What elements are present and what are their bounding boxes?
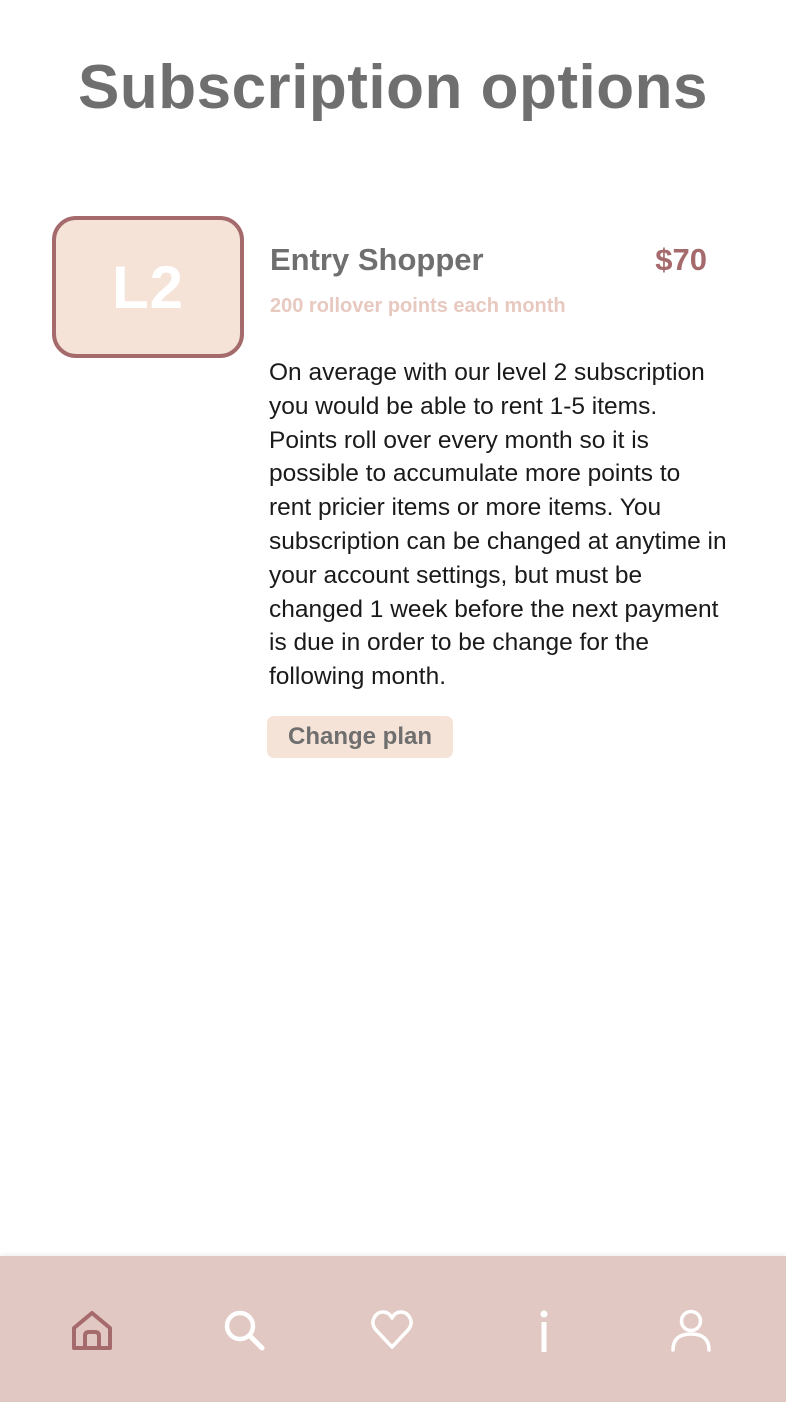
plan-subtitle: 200 rollover points each month: [270, 295, 566, 317]
nav-search[interactable]: [212, 1298, 276, 1362]
profile-icon: [669, 1308, 713, 1352]
heart-icon: [370, 1308, 414, 1352]
plan-name: Entry Shopper: [270, 242, 484, 277]
nav-favorites[interactable]: [360, 1298, 424, 1362]
page-title: Subscription options: [78, 53, 708, 122]
nav-home[interactable]: [60, 1298, 124, 1362]
info-icon: [522, 1305, 566, 1355]
change-plan-button[interactable]: Change plan: [267, 716, 453, 758]
search-icon: [222, 1308, 266, 1352]
plan-price: $70: [655, 242, 707, 277]
bottom-navigation: [0, 1256, 786, 1402]
nav-profile[interactable]: [659, 1298, 723, 1362]
plan-level-label: L2: [111, 253, 185, 321]
plan-level-badge: [52, 216, 244, 358]
plan-description: On average with our level 2 subscription you would be able to rent 1-5 items. Points roll over every month so it is possible to accumulate more points to rent pricier items or more items. You subscription can be changed at anytime in your account settings, but must be changed 1 week before the next payment is due in order to be change for the following month.: [269, 359, 727, 691]
nav-info[interactable]: [512, 1298, 576, 1362]
home-icon: [70, 1308, 114, 1352]
